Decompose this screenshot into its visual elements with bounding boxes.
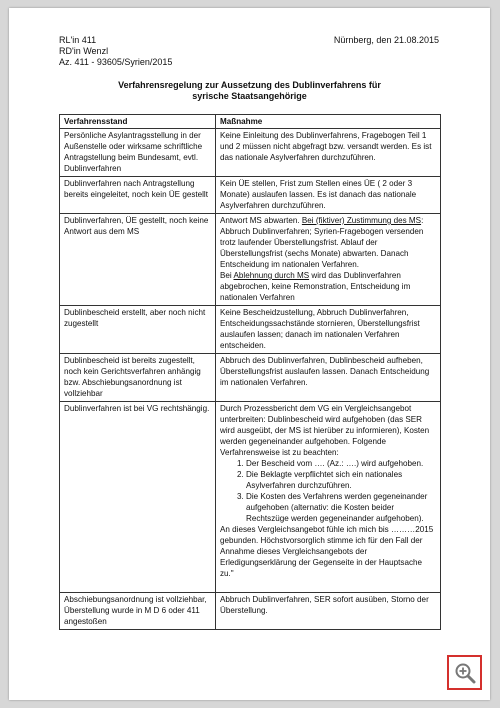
table-row: [60, 177, 441, 214]
document-page: [9, 8, 490, 700]
table-row: [60, 354, 441, 402]
document-title: [59, 80, 440, 102]
list-item: 3. Die Kosten des Verfahrens werden gegeneinander aufgehoben (alternativ: die Kosten beider Rechtszüge werden gegeneinander aufgehoben).: [246, 491, 436, 524]
massnahme-cell: Kein ÜE stellen, Frist zum Stellen eines ÜE ( 2 oder 3 Monate) auslaufen lassen. Es ist danach das nationale Asylverfahren durchzuführen.: [216, 177, 441, 214]
text-run: wird das Dublinverfahren abgebrochen, keine Remonstration, Entscheidung im nationalen Verfahren: [220, 271, 411, 302]
stand-cell: Dublinbescheid erstellt, aber noch nicht zugestellt: [60, 306, 216, 354]
list-item: 2. Die Beklagte verpflichtet sich ein nationales Asylverfahren durchzuführen.: [246, 469, 436, 491]
underlined-phrase: Ablehnung durch MS: [233, 271, 310, 280]
title-line: Verfahrensregelung zur Aussetzung des Dublinverfahrens für: [118, 80, 381, 90]
massnahme-cell: Keine Einleitung des Dublinverfahrens, Fragebogen Teil 1 und 2 müssen nicht abgefragt bzw. versandt werden. Es ist das nationale Asylverfahren durchzuführen.: [216, 129, 441, 177]
title-line: syrische Staatsangehörige: [192, 91, 307, 101]
reference-line: RD'in Wenzl: [59, 46, 109, 56]
zoom-button[interactable]: [447, 655, 482, 690]
settlement-list: [220, 458, 436, 524]
massnahme-cell: Abbruch Dublinverfahren, SER sofort ausüben, Storno der Überstellung.: [216, 593, 441, 630]
procedure-table: [59, 114, 441, 630]
place-date: Nürnberg, den 21.08.2015: [333, 35, 439, 45]
table-row: [60, 214, 441, 306]
text-run: : Abbruch Dublinverfahren; Syrien-Fragebogen versenden trotz laufender Überstellungsfrist. Ablauf der Überstellungsfrist (sechs Monate) abwarten. Danach Entscheidung im nationalen Verfahren.: [220, 216, 424, 269]
cell-spacer: [220, 579, 436, 590]
massnahme-cell: Abbruch des Dublinverfahren, Dublinbescheid aufheben, Überstellungsfrist auslaufen lassen. Danach Entscheidung im nationalen Verfahren.: [216, 354, 441, 402]
stand-cell: Dublinverfahren ist bei VG rechtshängig.: [60, 402, 216, 593]
reference-line: Az. 411 - 93605/Syrien/2015: [59, 57, 173, 67]
table-row: [60, 402, 441, 593]
table-row: [60, 129, 441, 177]
stand-cell: Dublinverfahren nach Antragstellung bereits eingeleitet, noch kein ÜE gestellt: [60, 177, 216, 214]
column-header-massnahme: Maßnahme: [216, 115, 441, 129]
stand-cell: Dublinbescheid ist bereits zugestellt, noch kein Gerichtsverfahren anhängig bzw. Abschiebungsanordnung ist vollziehbar: [60, 354, 216, 402]
stand-cell: Dublinverfahren, ÜE gestellt, noch keine Antwort aus dem MS: [60, 214, 216, 306]
stand-cell: Abschiebungsanordnung ist vollziehbar, Überstellung wurde in M D 6 oder 411 angestoßen: [60, 593, 216, 630]
stand-cell: Persönliche Asylantragsstellung in der Außenstelle oder wirksame schriftliche Antragstellung beim Bundesamt, evtl. Dublinverfahren: [60, 129, 216, 177]
massnahme-paragraph: [220, 270, 436, 303]
text-run: Bei: [220, 271, 234, 280]
text-run: Antwort MS abwarten.: [220, 216, 302, 225]
massnahme-intro: Durch Prozessbericht dem VG ein Vergleichsangebot unterbreiten: Dublinbescheid wird aufgehoben (das SER wird ausgeübt, der MS ist hierüber zu informieren), Kosten werden gegeneinander aufgehoben. Folgende Verfahrensweise ist zu beachten:: [220, 404, 430, 457]
table-row: [60, 306, 441, 354]
column-header-stand: Verfahrensstand: [60, 115, 216, 129]
massnahme-cell: [216, 402, 441, 593]
massnahme-cell: [216, 214, 441, 306]
massnahme-paragraph: [220, 215, 436, 270]
massnahme-outro: An dieses Vergleichsangebot fühle ich mich bis ………2015 gebunden. Höchstvorsorglich stimme ich für den Fall der Annahme dieses Vergleichsangebots der Erledigungserklärung der Gegenseite in der Hauptsache zu.": [220, 525, 434, 578]
table-header-row: [60, 115, 441, 129]
massnahme-cell: Keine Bescheidzustellung, Abbruch Dublinverfahren, Entscheidungssachstände stornieren, Überstellungsfrist auslaufen lassen; danach im nationalen Verfahren entscheiden.: [216, 306, 441, 354]
zoom-in-magnifier-icon: [454, 662, 476, 684]
list-item: 1. Der Bescheid vom …. (Az.: ….) wird aufgehoben.: [246, 458, 436, 469]
table-row: [60, 593, 441, 630]
reference-block: [59, 35, 172, 68]
underlined-phrase: Bei (fiktiver) Zustimmung des MS: [301, 216, 422, 225]
reference-line: RL'in 411: [59, 35, 97, 45]
